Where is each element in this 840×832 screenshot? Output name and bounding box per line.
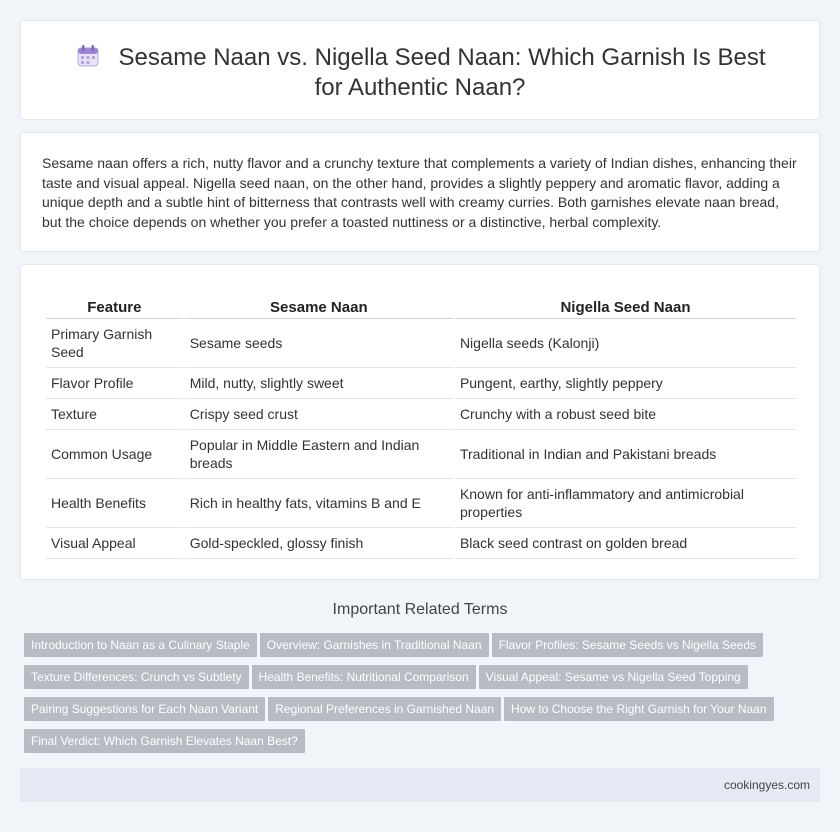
related-tag[interactable]: Introduction to Naan as a Culinary Staple <box>24 633 257 657</box>
table-cell: Crunchy with a robust seed bite <box>455 399 796 430</box>
table-cell: Primary Garnish Seed <box>46 319 183 368</box>
related-tag[interactable]: Flavor Profiles: Sesame Seeds vs Nigella Seeds <box>492 633 763 657</box>
calendar-icon <box>75 43 101 69</box>
table-cell: Health Benefits <box>46 479 183 528</box>
page-title: Sesame Naan vs. Nigella Seed Naan: Which Garnish Is Best for Authentic Naan? <box>118 44 766 101</box>
table-row <box>46 430 796 479</box>
comparison-table-card <box>20 264 820 580</box>
related-tag[interactable]: How to Choose the Right Garnish for Your Naan <box>504 697 773 721</box>
table-cell: Texture <box>46 399 183 430</box>
related-tag[interactable]: Overview: Garnishes in Traditional Naan <box>260 633 489 657</box>
table-row <box>46 479 796 528</box>
table-cell: Gold-speckled, glossy finish <box>185 528 453 559</box>
related-terms-tags <box>24 633 824 761</box>
related-terms-title: Important Related Terms <box>332 601 508 618</box>
related-tag[interactable]: Texture Differences: Crunch vs Subtlety <box>24 665 249 689</box>
title-card <box>20 20 820 120</box>
table-cell: Black seed contrast on golden bread <box>455 528 796 559</box>
table-row <box>46 319 796 368</box>
table-cell: Visual Appeal <box>46 528 183 559</box>
related-tag[interactable]: Health Benefits: Nutritional Comparison <box>252 665 476 689</box>
table-cell: Crispy seed crust <box>185 399 453 430</box>
footer <box>20 768 820 802</box>
intro-text: Sesame naan offers a rich, nutty flavor and a crunchy texture that complements a variety of Indian dishes, enhancing their taste and visual appeal. Nigella seed naan, on the other hand, provides a slightly peppery and aromatic flavor, adding a unique depth and a subtle hint of bitterness that contrasts well with creamy curries. Both garnishes elevate naan bread, but the choice depends on whether you prefer a toasted nuttiness or a distinctive, herbal complexity. <box>42 155 797 230</box>
comparison-table <box>44 293 798 559</box>
header-nigella: Nigella Seed Naan <box>455 293 796 319</box>
header-sesame: Sesame Naan <box>185 293 453 319</box>
intro-card <box>20 132 820 252</box>
table-row <box>46 528 796 559</box>
footer-site-link[interactable]: cookingyes.com <box>723 778 810 792</box>
table-cell: Mild, nutty, slightly sweet <box>185 368 453 399</box>
table-row <box>46 399 796 430</box>
table-cell: Pungent, earthy, slightly peppery <box>455 368 796 399</box>
table-cell: Sesame seeds <box>185 319 453 368</box>
related-tag[interactable]: Pairing Suggestions for Each Naan Variant <box>24 697 265 721</box>
related-tag[interactable]: Regional Preferences in Garnished Naan <box>268 697 501 721</box>
header-feature: Feature <box>46 293 183 319</box>
table-cell: Common Usage <box>46 430 183 479</box>
related-tag[interactable]: Final Verdict: Which Garnish Elevates Naan Best? <box>24 729 305 753</box>
table-cell: Known for anti-inflammatory and antimicrobial properties <box>455 479 796 528</box>
table-row <box>46 368 796 399</box>
table-cell: Popular in Middle Eastern and Indian breads <box>185 430 453 479</box>
related-tag[interactable]: Visual Appeal: Sesame vs Nigella Seed Topping <box>479 665 748 689</box>
table-cell: Traditional in Indian and Pakistani breads <box>455 430 796 479</box>
table-cell: Flavor Profile <box>46 368 183 399</box>
table-cell: Rich in healthy fats, vitamins B and E <box>185 479 453 528</box>
table-header-row <box>46 293 796 319</box>
page-title-wrap <box>21 43 819 103</box>
table-cell: Nigella seeds (Kalonji) <box>455 319 796 368</box>
